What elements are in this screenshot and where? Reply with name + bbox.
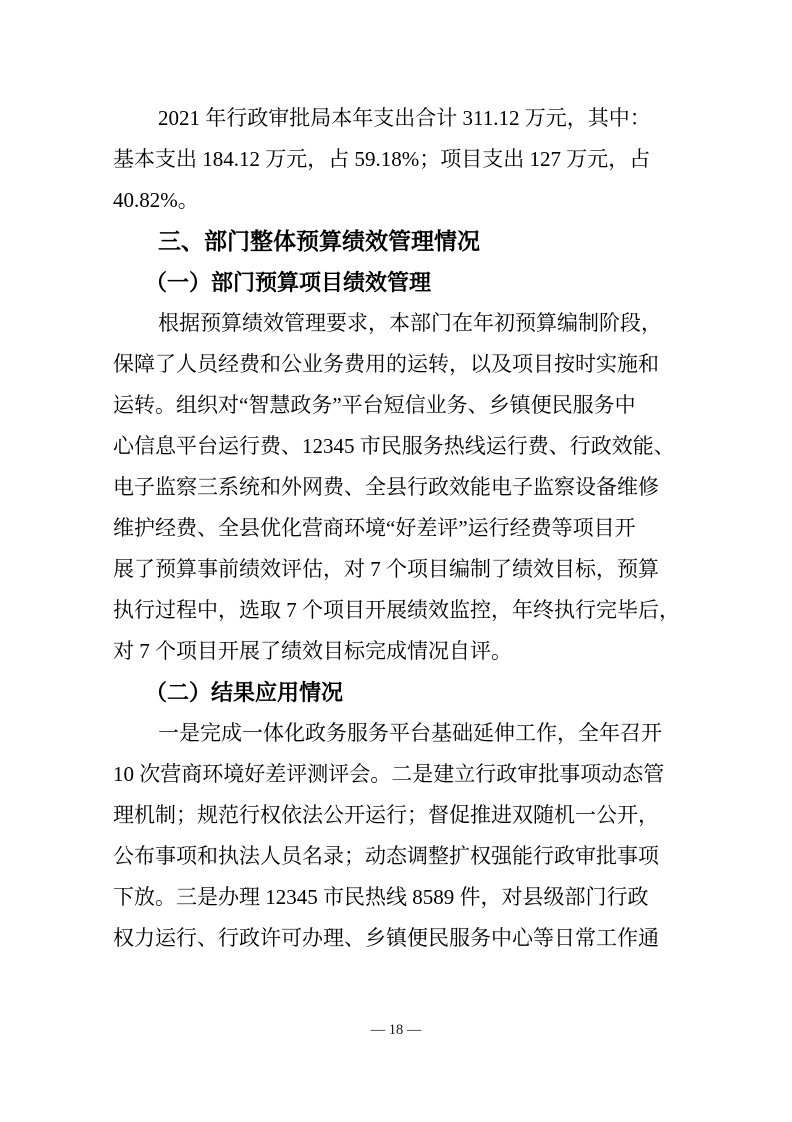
paragraph-expenditure-summary bbox=[113, 98, 682, 221]
paragraph-project-performance bbox=[113, 303, 682, 672]
text-line: 执行过程中，选取 7 个项目开展绩效监控，年终执行完毕后， bbox=[113, 598, 680, 622]
subsection-heading: （一）部门预算项目绩效管理 bbox=[145, 270, 432, 295]
text-line: 运转。组织对“智慧政务”平台短信业务、乡镇便民服务中 bbox=[113, 393, 636, 417]
text-line: 权力运行、行政许可办理、乡镇便民服务中心等日常工作通 bbox=[113, 926, 659, 950]
subsection-heading-result-application bbox=[113, 672, 682, 713]
text-line: 一是完成一体化政务服务平台基础延伸工作，全年召开 bbox=[158, 721, 662, 745]
subsection-heading: （二）结果应用情况 bbox=[145, 680, 344, 705]
paragraph-result-application bbox=[113, 713, 682, 959]
section-heading-overall-performance bbox=[113, 221, 682, 262]
text-line: 下放。三是办理 12345 市民热线 8589 件，对县级部门行政 bbox=[113, 885, 649, 909]
text-line: 心信息平台运行费、12345 市民服务热线运行费、行政效能、 bbox=[113, 434, 675, 458]
text-line: 维护经费、全县优化营商环境“好差评”运行经费等项目开 bbox=[113, 516, 636, 540]
subsection-heading-project-performance bbox=[113, 262, 682, 303]
document-content bbox=[113, 98, 682, 959]
text-line: 理机制；规范行权依法公开运行；督促推进双随机一公开， bbox=[113, 803, 659, 827]
text-line: 电子监察三系统和外网费、全县行政效能电子监察设备维修 bbox=[113, 475, 659, 499]
text-line: 10 次营商环境好差评测评会。二是建立行政审批事项动态管 bbox=[113, 762, 665, 786]
text-line: 根据预算绩效管理要求，本部门在年初预算编制阶段， bbox=[158, 311, 662, 335]
text-line: 对 7 个项目开展了绩效目标完成情况自评。 bbox=[113, 639, 512, 663]
text-line: 公布事项和执法人员名录；动态调整扩权强能行政审批事项 bbox=[113, 844, 659, 868]
text-line: 40.82%。 bbox=[113, 188, 199, 212]
text-line: 保障了人员经费和公业务费用的运转，以及项目按时实施和 bbox=[113, 352, 659, 376]
text-line: 展了预算事前绩效评估，对 7 个项目编制了绩效目标，预算 bbox=[113, 557, 659, 581]
section-heading: 三、部门整体预算绩效管理情况 bbox=[158, 228, 480, 254]
text-line: 基本支出 184.12 万元，占 59.18%；项目支出 127 万元，占 bbox=[113, 147, 651, 171]
text-line: 2021 年行政审批局本年支出合计 311.12 万元，其中： bbox=[158, 106, 651, 130]
page-number: — 18 — bbox=[370, 1022, 422, 1038]
